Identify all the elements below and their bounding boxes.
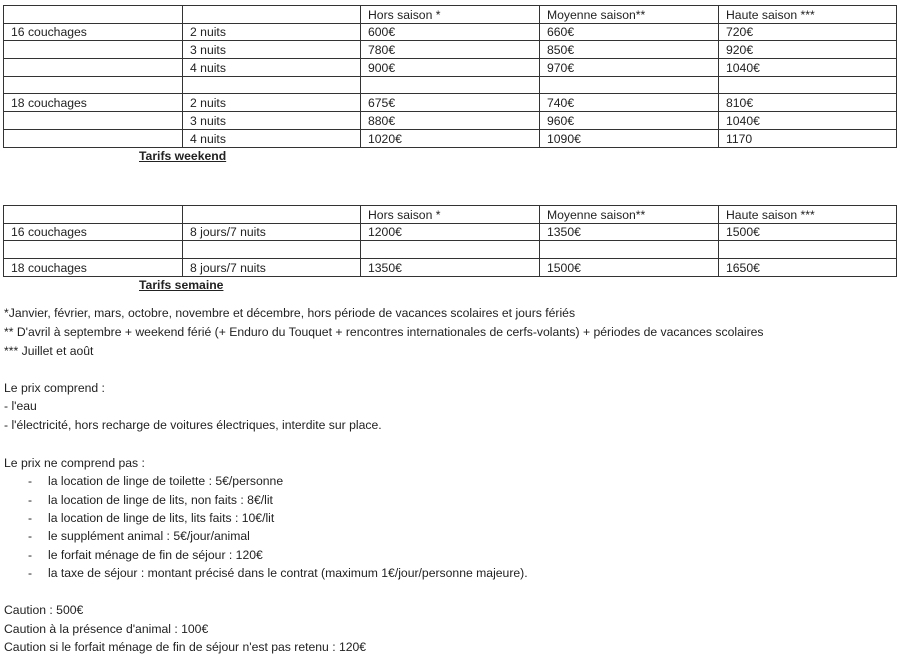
table-row — [4, 259, 897, 277]
included-item: - l'eau — [4, 399, 37, 413]
table-cell — [361, 76, 540, 94]
table-cell: 1350€ — [540, 223, 719, 241]
table-cell — [4, 112, 183, 130]
list-item-text: la location de linge de toilette : 5€/personne — [48, 474, 284, 488]
table-row — [4, 94, 897, 112]
footnote-hors-saison: *Janvier, février, mars, octobre, novembre et décembre, hors période de vacances scolaires et jours fériés — [4, 306, 576, 320]
table-row-empty — [4, 241, 897, 259]
list-item-text: la taxe de séjour : montant précisé dans le contrat (maximum 1€/jour/personne majeure). — [48, 566, 528, 580]
table-cell: 4 nuits — [183, 59, 361, 77]
table-cell: 810€ — [719, 94, 897, 112]
table-cell: 18 couchages — [4, 259, 183, 277]
table-cell: 600€ — [361, 23, 540, 41]
column-header-moyenne-saison: Moyenne saison** — [540, 206, 719, 224]
list-item-text: le forfait ménage de fin de séjour : 120€ — [48, 548, 263, 562]
table-cell: 4 nuits — [183, 129, 361, 147]
deposit-line: Caution à la présence d'animal : 100€ — [4, 622, 209, 636]
table-cell: 900€ — [361, 59, 540, 77]
table-header-row — [4, 6, 897, 24]
bullet-dash: - — [28, 511, 33, 525]
bullet-dash: - — [28, 474, 33, 488]
weekend-table-caption: Tarifs weekend — [139, 149, 227, 163]
table-cell — [183, 6, 361, 24]
list-item-text: la location de linge de lits, non faits : 8€/lit — [48, 493, 273, 507]
column-header-haute-saison: Haute saison *** — [719, 6, 897, 24]
table-cell — [183, 76, 361, 94]
table-cell — [183, 206, 361, 224]
table-cell: 8 jours/7 nuits — [183, 259, 361, 277]
table-cell: 8 jours/7 nuits — [183, 223, 361, 241]
week-rates-table — [3, 205, 897, 277]
table-cell — [4, 241, 183, 259]
table-cell — [540, 241, 719, 259]
table-cell: 880€ — [361, 112, 540, 130]
table-cell: 2 nuits — [183, 94, 361, 112]
excluded-title: Le prix ne comprend pas : — [4, 456, 145, 470]
table-cell — [4, 41, 183, 59]
table-row — [4, 23, 897, 41]
table-cell: 1500€ — [540, 259, 719, 277]
table-cell — [719, 76, 897, 94]
table-cell: 3 nuits — [183, 112, 361, 130]
table-cell: 675€ — [361, 94, 540, 112]
table-row-empty — [4, 76, 897, 94]
bullet-dash: - — [28, 529, 33, 543]
deposit-line: Caution : 500€ — [4, 603, 84, 617]
table-cell — [4, 59, 183, 77]
list-item-text: le supplément animal : 5€/jour/animal — [48, 529, 250, 543]
table-row — [4, 41, 897, 59]
table-cell: 740€ — [540, 94, 719, 112]
deposit-line: Caution si le forfait ménage de fin de séjour n'est pas retenu : 120€ — [4, 640, 367, 654]
table-cell: 960€ — [540, 112, 719, 130]
list-item-text: la location de linge de lits, lits faits : 10€/lit — [48, 511, 275, 525]
weekend-rates-table — [3, 5, 897, 148]
table-cell: 780€ — [361, 41, 540, 59]
table-row — [4, 129, 897, 147]
table-cell — [4, 129, 183, 147]
included-title: Le prix comprend : — [4, 381, 105, 395]
table-cell — [540, 76, 719, 94]
table-cell: 1020€ — [361, 129, 540, 147]
table-cell — [183, 241, 361, 259]
table-cell: 850€ — [540, 41, 719, 59]
table-cell: 970€ — [540, 59, 719, 77]
footnote-haute-saison: *** Juillet et août — [4, 344, 94, 358]
table-cell: 16 couchages — [4, 223, 183, 241]
included-item: - l'électricité, hors recharge de voitures électriques, interdite sur place. — [4, 418, 382, 432]
table-cell — [4, 206, 183, 224]
footnote-moyenne-saison: ** D'avril à septembre + weekend férié (+ Enduro du Touquet + rencontres internationales de cerfs-volants) + périodes de vacances scolaires — [4, 325, 764, 339]
table-cell: 920€ — [719, 41, 897, 59]
table-row — [4, 223, 897, 241]
column-header-hors-saison: Hors saison * — [361, 6, 540, 24]
table-cell: 1170 — [719, 129, 897, 147]
table-cell: 1350€ — [361, 259, 540, 277]
table-cell: 1500€ — [719, 223, 897, 241]
table-cell — [361, 241, 540, 259]
table-cell: 720€ — [719, 23, 897, 41]
table-cell: 1090€ — [540, 129, 719, 147]
table-header-row — [4, 206, 897, 224]
table-cell — [4, 76, 183, 94]
column-header-hors-saison: Hors saison * — [361, 206, 540, 224]
table-cell: 2 nuits — [183, 23, 361, 41]
table-cell: 1040€ — [719, 59, 897, 77]
table-cell: 16 couchages — [4, 23, 183, 41]
table-cell — [719, 241, 897, 259]
table-cell: 3 nuits — [183, 41, 361, 59]
table-cell: 1200€ — [361, 223, 540, 241]
bullet-dash: - — [28, 548, 33, 562]
week-table-caption: Tarifs semaine — [139, 278, 224, 292]
column-header-haute-saison: Haute saison *** — [719, 206, 897, 224]
bullet-dash: - — [28, 493, 33, 507]
table-cell: 18 couchages — [4, 94, 183, 112]
table-cell — [4, 6, 183, 24]
table-cell: 1650€ — [719, 259, 897, 277]
column-header-moyenne-saison: Moyenne saison** — [540, 6, 719, 24]
table-cell: 660€ — [540, 23, 719, 41]
table-cell: 1040€ — [719, 112, 897, 130]
table-row — [4, 112, 897, 130]
table-row — [4, 59, 897, 77]
bullet-dash: - — [28, 566, 33, 580]
